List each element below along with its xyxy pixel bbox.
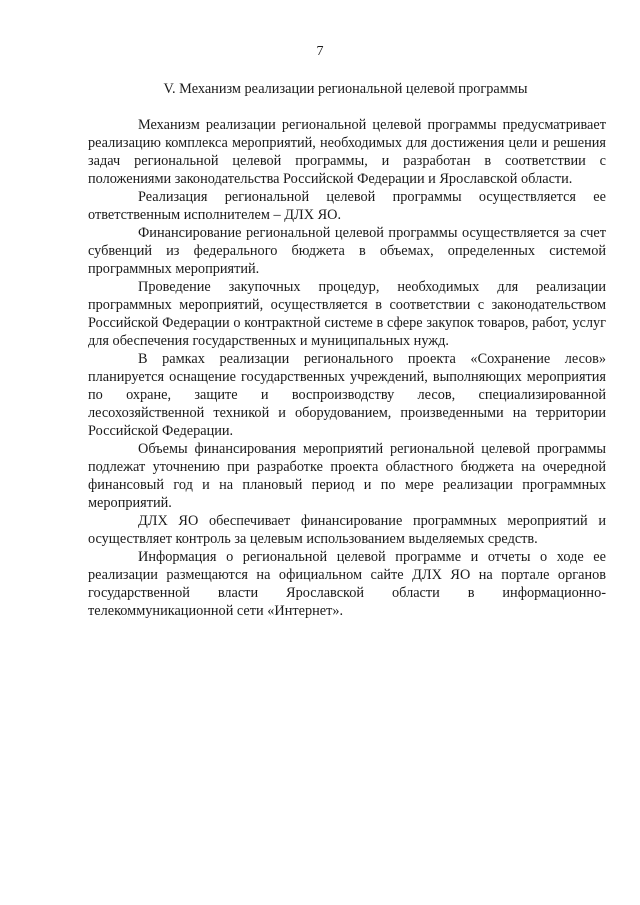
paragraph-regional-project: В рамках реализации регионального проекта «Сохранение лесов» планируется оснащение государственных учреждений, выполняющих мероприятия по охране, защите и воспроизводству лесов, специализированной лесохозяйственной техникой и оборудованием, произведенными на территории Российской Федерации.: [88, 351, 606, 439]
paragraph-procurement: Проведение закупочных процедур, необходимых для реализации программных мероприятий, осуществляется в соответствии с законодательством Российской Федерации о контрактной системе в сфере закупок товаров, работ, услуг для обеспечения государственных и муниципальных нужд.: [88, 279, 606, 349]
paragraph-financing: Финансирование региональной целевой программы осуществляется за счет субвенций из федерального бюджета в объемах, определенных системой программных мероприятий.: [88, 225, 606, 277]
page-number: 7: [316, 44, 324, 59]
paragraph-information: Информация о региональной целевой программе и отчеты о ходе ее реализации размещаются на официальном сайте ДЛХ ЯО на портале органов государственной власти Ярославской области в информационно-телекоммуникационной сети «Интернет».: [88, 549, 606, 619]
paragraph-funding-volumes: Объемы финансирования мероприятий региональной целевой программы подлежат уточнению при разработке проекта областного бюджета на очередной финансовый год и на плановый период и по мере реализации программных мероприятий.: [88, 441, 606, 511]
paragraph-mechanism: Механизм реализации региональной целевой программы предусматривает реализацию комплекса мероприятий, необходимых для достижения цели и решения задач региональной целевой программы, и разработан в соответствии с положениями законодательства Российской Федерации и Ярославской области.: [88, 117, 606, 187]
section-body: [88, 116, 606, 620]
paragraph-control: ДЛХ ЯО обеспечивает финансирование программных мероприятий и осуществляет контроль за целевым использованием выделяемых средств.: [88, 513, 606, 547]
paragraph-executor: Реализация региональной целевой программы осуществляется ее ответственным исполнителем – ДЛХ ЯО.: [88, 189, 606, 223]
section-title: V. Механизм реализации региональной целевой программы: [163, 81, 528, 97]
